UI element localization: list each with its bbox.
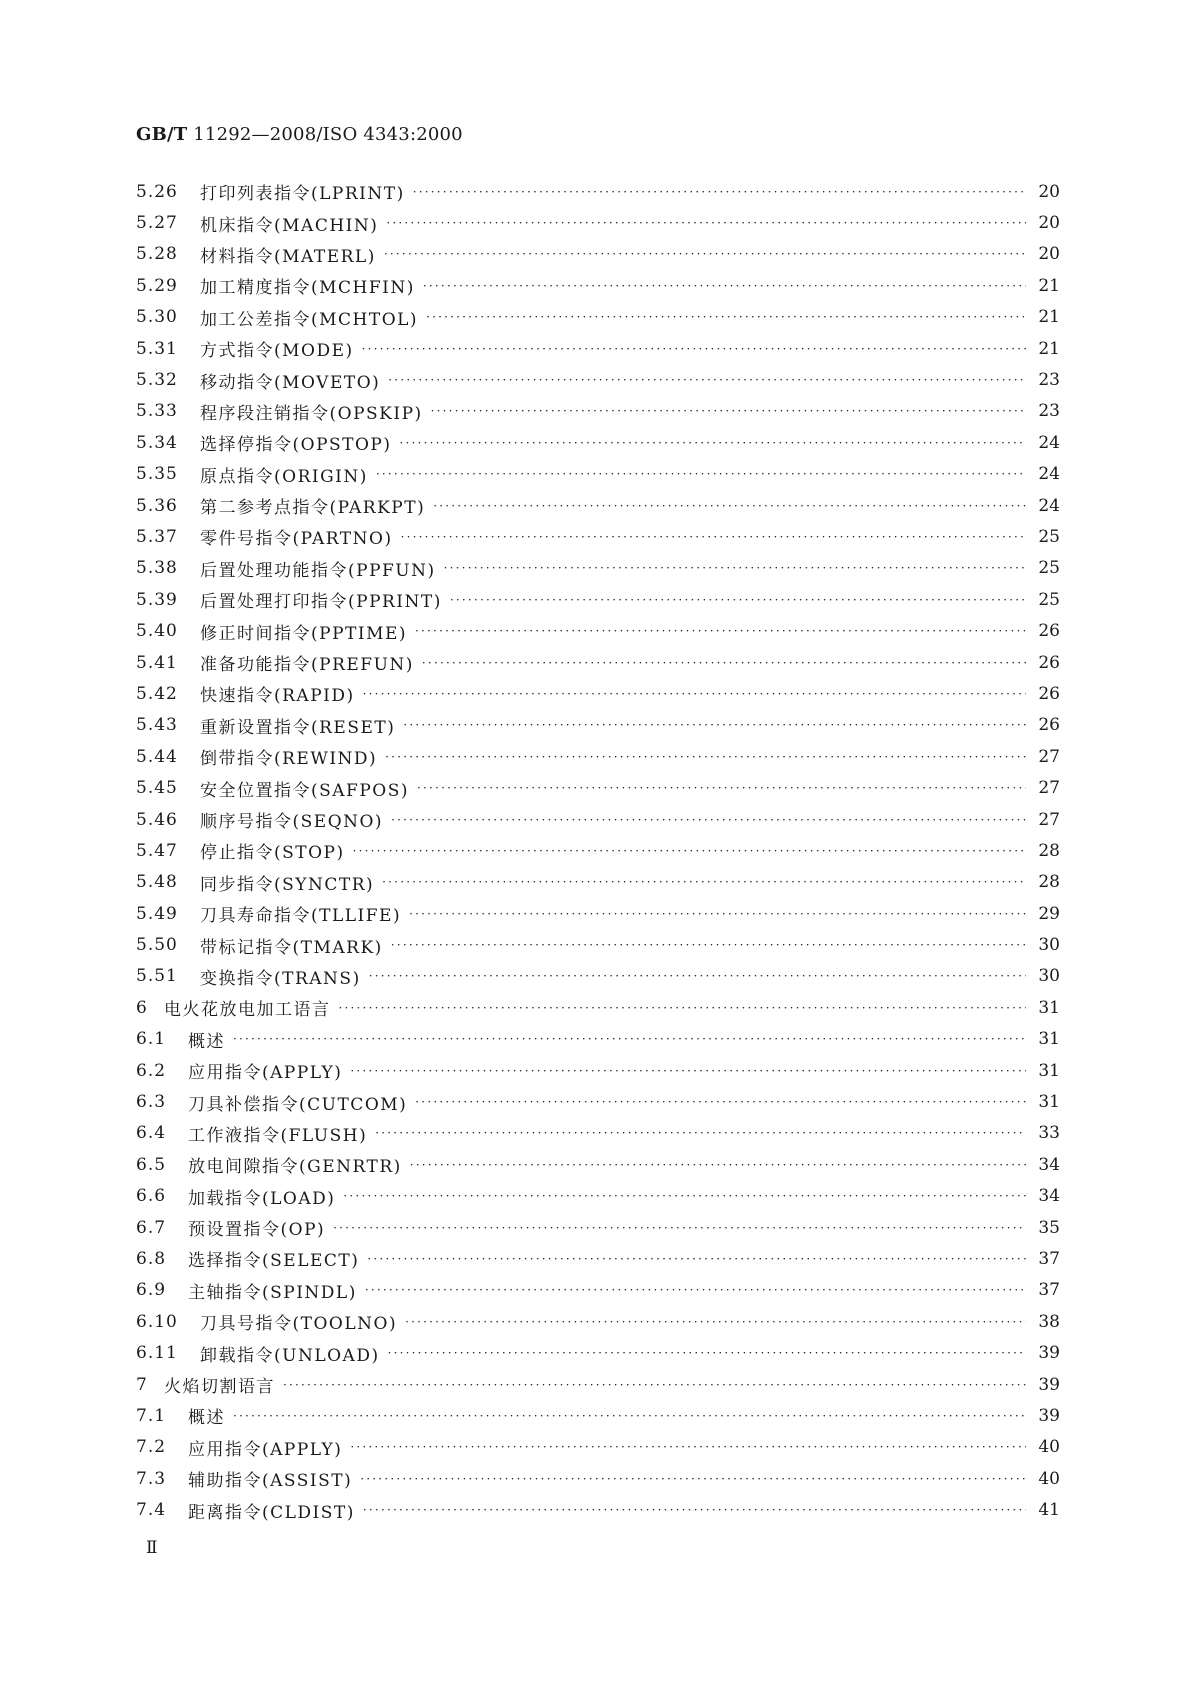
toc-entry-title: 程序段注销指令(OPSKIP): [200, 403, 423, 424]
toc-dot-leader: [343, 1189, 1026, 1203]
toc-entry[interactable]: [136, 961, 1060, 992]
toc-entry-title: 顺序号指令(SEQNO): [200, 812, 384, 832]
toc-dot-leader: [391, 813, 1026, 827]
toc-entry-page: 23: [1038, 401, 1060, 422]
toc-entry-page: 26: [1038, 715, 1060, 736]
toc-entry-number: 6.6: [136, 1186, 167, 1207]
toc-dot-leader: [233, 1409, 1026, 1423]
toc-entry-page: 37: [1038, 1248, 1060, 1269]
toc-entry-number: 6.2: [136, 1060, 167, 1081]
toc-entry[interactable]: [136, 1212, 1060, 1243]
toc-dot-leader: [350, 1064, 1026, 1078]
toc-entry[interactable]: [136, 678, 1060, 709]
toc-entry[interactable]: [136, 1400, 1060, 1431]
toc-entry-page: 39: [1038, 1405, 1060, 1426]
toc-dot-leader: [233, 1032, 1026, 1046]
toc-dot-leader: [363, 687, 1026, 701]
toc-entry[interactable]: [136, 1463, 1060, 1494]
toc-entry-title: 重新设置指令(RESET): [200, 717, 396, 738]
toc-entry-page: 31: [1038, 1029, 1060, 1050]
toc-entry-page: 30: [1038, 935, 1060, 956]
toc-entry-number: 5.29: [136, 275, 178, 296]
toc-dot-leader: [431, 404, 1026, 418]
toc-entry-number: 5.42: [136, 683, 178, 704]
toc-entry-title: 选择指令(SELECT): [188, 1251, 360, 1272]
toc-entry-title: 移动指令(MOVETO): [200, 372, 381, 393]
toc-entry-title: 应用指令(APPLY): [188, 1439, 343, 1460]
toc-entry-page: 20: [1038, 213, 1060, 234]
toc-entry-title: 刀具补偿指令(CUTCOM): [188, 1094, 408, 1115]
toc-entry-page: 27: [1038, 746, 1060, 767]
toc-entry-title: 概述: [188, 1408, 225, 1429]
toc-entry[interactable]: [136, 992, 1060, 1023]
toc-entry-title: 距离指令(CLDIST): [188, 1502, 355, 1523]
toc-entry-number: 5.28: [136, 244, 178, 265]
toc-entry-number: 6: [136, 997, 148, 1018]
toc-entry[interactable]: [136, 584, 1060, 615]
toc-dot-leader: [409, 907, 1026, 921]
toc-entry-title: 辅助指令(ASSIST): [188, 1471, 353, 1492]
toc-entry-number: 7.3: [136, 1468, 167, 1489]
toc-entry-number: 6.10: [136, 1311, 178, 1332]
toc-dot-leader: [444, 561, 1026, 575]
toc-entry[interactable]: [136, 741, 1060, 772]
toc-dot-leader: [386, 216, 1026, 230]
toc-entry[interactable]: [136, 1118, 1060, 1149]
toc-dot-leader: [362, 342, 1026, 356]
toc-entry-page: 21: [1038, 338, 1060, 359]
toc-entry-number: 5.45: [136, 778, 178, 799]
toc-entry-title: 同步指令(SYNCTR): [200, 874, 375, 895]
toc-dot-leader: [433, 499, 1026, 513]
toc-entry-page: 30: [1038, 966, 1060, 987]
toc-entry-number: 6.9: [136, 1280, 167, 1301]
toc-entry-title: 刀具寿命指令(TLLIFE): [200, 906, 402, 927]
toc-entry[interactable]: [136, 1086, 1060, 1117]
toc-entry-title: 后置处理功能指令(PPFUN): [200, 560, 436, 581]
toc-dot-leader: [415, 1095, 1026, 1109]
toc-dot-leader: [385, 750, 1026, 764]
toc-entry-number: 5.51: [136, 966, 178, 987]
toc-entry-number: 5.50: [136, 935, 178, 956]
toc-dot-leader: [353, 844, 1026, 858]
toc-entry-title: 零件号指令(PARTNO): [200, 529, 393, 550]
toc-entry-page: 21: [1038, 275, 1060, 296]
standard-code: GB/T: [136, 124, 188, 145]
toc-entry[interactable]: [136, 1275, 1060, 1306]
toc-entry-number: 6.3: [136, 1092, 167, 1113]
toc-entry[interactable]: [136, 835, 1060, 866]
toc-entry-number: 6.11: [136, 1343, 178, 1364]
toc-entry-page: 37: [1038, 1280, 1060, 1301]
toc-entry-title: 预设置指令(OP): [188, 1220, 326, 1241]
toc-entry[interactable]: [136, 1181, 1060, 1212]
toc-entry-page: 39: [1038, 1374, 1060, 1395]
toc-entry-number: 6.7: [136, 1217, 167, 1238]
toc-entry-title: 刀具号指令(TOOLNO): [200, 1314, 398, 1335]
toc-entry-number: 7.2: [136, 1437, 167, 1458]
toc-entry-number: 5.36: [136, 495, 178, 516]
toc-entry[interactable]: [136, 239, 1060, 270]
toc-dot-leader: [391, 938, 1026, 952]
toc-entry-page: 41: [1038, 1500, 1060, 1521]
toc-entry-title: 火焰切割语言: [164, 1377, 275, 1398]
toc-entry[interactable]: [136, 1432, 1060, 1463]
toc-entry-page: 31: [1038, 1060, 1060, 1081]
table-of-contents: [136, 176, 1060, 1526]
toc-entry-title: 加工公差指令(MCHTOL): [200, 309, 419, 330]
toc-entry-title: 机床指令(MACHIN): [200, 215, 379, 236]
toc-dot-leader: [369, 969, 1026, 983]
toc-dot-leader: [365, 1283, 1026, 1297]
toc-entry[interactable]: [136, 427, 1060, 458]
toc-entry-title: 停止指令(STOP): [200, 843, 345, 864]
toc-entry[interactable]: [136, 302, 1060, 333]
toc-entry[interactable]: [136, 898, 1060, 929]
toc-dot-leader: [423, 279, 1026, 293]
toc-entry-page: 23: [1038, 370, 1060, 391]
toc-dot-leader: [375, 1126, 1026, 1140]
toc-entry-number: 5.44: [136, 746, 178, 767]
toc-dot-leader: [401, 530, 1026, 544]
toc-entry-number: 5.43: [136, 715, 178, 736]
toc-entry[interactable]: [136, 929, 1060, 960]
toc-entry[interactable]: [136, 333, 1060, 364]
toc-dot-leader: [363, 1503, 1026, 1517]
toc-entry-number: 5.27: [136, 213, 178, 234]
toc-entry-number: 5.48: [136, 872, 178, 893]
toc-entry-title: 应用指令(APPLY): [188, 1063, 343, 1084]
toc-entry-page: 26: [1038, 621, 1060, 642]
toc-entry-number: 7.4: [136, 1500, 167, 1521]
toc-entry-page: 28: [1038, 840, 1060, 861]
toc-entry-page: 31: [1038, 997, 1060, 1018]
toc-entry[interactable]: [136, 710, 1060, 741]
toc-entry-page: 27: [1038, 809, 1060, 830]
toc-dot-leader: [367, 1252, 1026, 1266]
toc-entry-number: 6.5: [136, 1154, 167, 1175]
toc-entry[interactable]: [136, 176, 1060, 207]
toc-entry-title: 变换指令(TRANS): [200, 968, 361, 989]
toc-entry-title: 原点指令(ORIGIN): [200, 466, 368, 487]
toc-entry-title: 安全位置指令(SAFPOS): [200, 780, 410, 801]
toc-dot-leader: [426, 310, 1026, 324]
toc-entry-title: 打印列表指令(LPRINT): [200, 184, 405, 205]
toc-entry[interactable]: [136, 1369, 1060, 1400]
toc-entry-page: 26: [1038, 683, 1060, 704]
toc-dot-leader: [376, 467, 1026, 481]
toc-entry-number: 6.4: [136, 1123, 167, 1144]
toc-entry-title: 方式指令(MODE): [200, 341, 354, 362]
toc-entry-number: 5.30: [136, 307, 178, 328]
toc-entry-title: 加载指令(LOAD): [188, 1188, 336, 1209]
toc-entry-page: 20: [1038, 244, 1060, 265]
page-header: [136, 124, 463, 145]
toc-entry-page: 25: [1038, 526, 1060, 547]
toc-entry-title: 卸载指令(UNLOAD): [200, 1345, 380, 1366]
toc-dot-leader: [413, 185, 1026, 199]
toc-dot-leader: [417, 781, 1026, 795]
toc-entry-number: 7: [136, 1374, 148, 1395]
toc-dot-leader: [450, 593, 1026, 607]
toc-entry[interactable]: [136, 270, 1060, 301]
toc-entry-title: 工作液指令(FLUSH): [188, 1125, 368, 1146]
toc-entry-page: 24: [1038, 464, 1060, 485]
toc-entry[interactable]: [136, 867, 1060, 898]
toc-entry-title: 电火花放电加工语言: [164, 1000, 331, 1021]
toc-entry[interactable]: [136, 1055, 1060, 1086]
toc-entry[interactable]: [136, 1306, 1060, 1337]
toc-entry[interactable]: [136, 396, 1060, 427]
toc-entry-page: 26: [1038, 652, 1060, 673]
toc-entry-number: 6.8: [136, 1248, 167, 1269]
toc-entry[interactable]: [136, 490, 1060, 521]
toc-entry-number: 5.41: [136, 652, 178, 673]
toc-entry-title: 概述: [188, 1031, 225, 1052]
toc-dot-leader: [400, 436, 1026, 450]
toc-entry[interactable]: [136, 364, 1060, 395]
toc-dot-leader: [422, 656, 1026, 670]
toc-entry[interactable]: [136, 647, 1060, 678]
toc-entry-number: 5.47: [136, 840, 178, 861]
toc-entry[interactable]: [136, 521, 1060, 552]
toc-entry[interactable]: [136, 1149, 1060, 1180]
toc-entry-title: 修正时间指令(PPTIME): [200, 623, 408, 644]
toc-entry-page: 40: [1038, 1468, 1060, 1489]
toc-entry-number: 5.33: [136, 401, 178, 422]
toc-entry-number: 5.46: [136, 809, 178, 830]
toc-entry-page: 35: [1038, 1217, 1060, 1238]
toc-entry-page: 24: [1038, 432, 1060, 453]
toc-entry-page: 20: [1038, 181, 1060, 202]
toc-entry-page: 38: [1038, 1311, 1060, 1332]
toc-entry-number: 5.40: [136, 621, 178, 642]
toc-dot-leader: [360, 1472, 1026, 1486]
toc-entry-page: 21: [1038, 307, 1060, 328]
toc-dot-leader: [403, 718, 1026, 732]
toc-entry-title: 选择停指令(OPSTOP): [200, 435, 392, 456]
toc-entry-page: 40: [1038, 1437, 1060, 1458]
toc-entry-page: 29: [1038, 903, 1060, 924]
toc-entry[interactable]: [136, 207, 1060, 238]
toc-entry-page: 25: [1038, 558, 1060, 579]
page-number: Ⅱ: [146, 1538, 158, 1558]
toc-entry-number: 7.1: [136, 1405, 167, 1426]
toc-entry-title: 第二参考点指令(PARKPT): [200, 498, 426, 519]
toc-entry-title: 材料指令(MATERL): [200, 246, 376, 267]
toc-entry-page: 31: [1038, 1092, 1060, 1113]
toc-entry-title: 快速指令(RAPID): [200, 686, 355, 707]
toc-entry-number: 5.35: [136, 464, 178, 485]
standard-number: 11292—2008/ISO 4343:2000: [187, 124, 463, 145]
toc-entry-number: 5.32: [136, 370, 178, 391]
toc-entry-number: 5.34: [136, 432, 178, 453]
toc-dot-leader: [388, 1346, 1026, 1360]
toc-entry-number: 5.31: [136, 338, 178, 359]
toc-dot-leader: [410, 1158, 1026, 1172]
toc-entry-page: 34: [1038, 1154, 1060, 1175]
toc-entry-number: 6.1: [136, 1029, 167, 1050]
toc-dot-leader: [339, 1001, 1027, 1015]
toc-dot-leader: [333, 1221, 1026, 1235]
toc-entry-number: 5.37: [136, 526, 178, 547]
toc-entry-title: 后置处理打印指令(PPRINT): [200, 592, 442, 613]
toc-dot-leader: [350, 1440, 1026, 1454]
toc-entry[interactable]: [136, 1494, 1060, 1525]
toc-entry-title: 加工精度指令(MCHFIN): [200, 278, 415, 299]
toc-entry-page: 24: [1038, 495, 1060, 516]
toc-dot-leader: [283, 1378, 1026, 1392]
toc-entry-title: 带标记指令(TMARK): [200, 937, 383, 958]
toc-entry-number: 5.38: [136, 558, 178, 579]
toc-entry-title: 主轴指令(SPINDL): [188, 1282, 357, 1303]
toc-entry-page: 25: [1038, 589, 1060, 610]
toc-dot-leader: [382, 875, 1026, 889]
toc-entry[interactable]: [136, 1337, 1060, 1368]
toc-dot-leader: [415, 624, 1026, 638]
toc-entry-title: 倒带指令(REWIND): [200, 749, 378, 770]
toc-dot-leader: [388, 373, 1026, 387]
toc-entry[interactable]: [136, 804, 1060, 835]
toc-entry[interactable]: [136, 459, 1060, 490]
toc-entry-number: 5.39: [136, 589, 178, 610]
toc-entry-page: 34: [1038, 1186, 1060, 1207]
toc-entry-number: 5.26: [136, 181, 178, 202]
toc-entry-page: 33: [1038, 1123, 1060, 1144]
toc-entry-title: 准备功能指令(PREFUN): [200, 655, 414, 676]
toc-entry[interactable]: [136, 1243, 1060, 1274]
toc-entry[interactable]: [136, 1024, 1060, 1055]
toc-entry-page: 39: [1038, 1343, 1060, 1364]
toc-entry[interactable]: [136, 772, 1060, 803]
toc-dot-leader: [384, 247, 1026, 261]
toc-entry-number: 5.49: [136, 903, 178, 924]
toc-entry[interactable]: [136, 553, 1060, 584]
toc-entry-title: 放电间隙指令(GENRTR): [188, 1157, 402, 1178]
toc-dot-leader: [405, 1315, 1026, 1329]
toc-entry-page: 27: [1038, 778, 1060, 799]
toc-entry-page: 28: [1038, 872, 1060, 893]
toc-entry[interactable]: [136, 615, 1060, 646]
